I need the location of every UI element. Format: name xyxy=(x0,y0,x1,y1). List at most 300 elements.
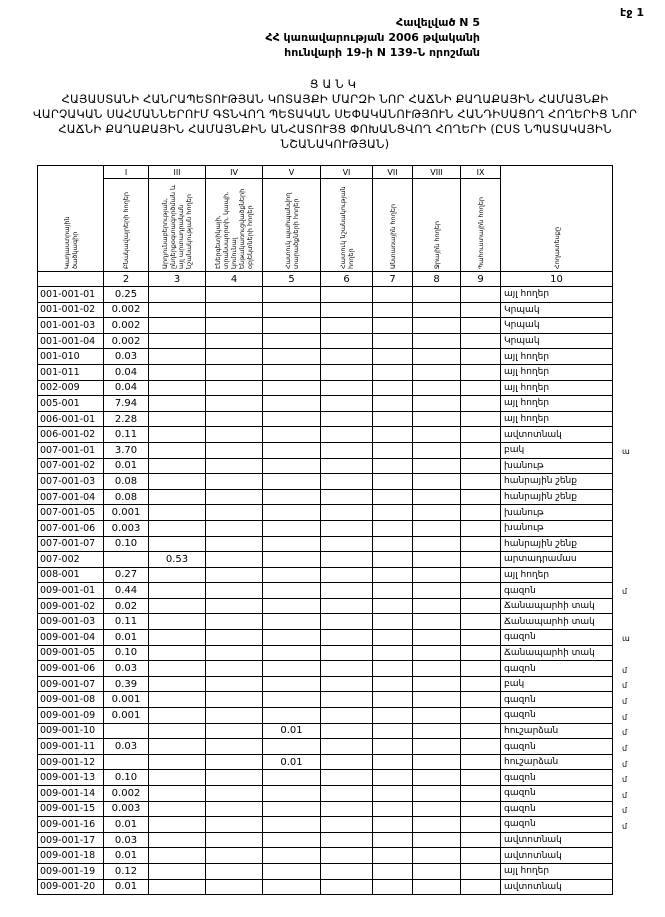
header-land-type-text: Հողատեսքը xyxy=(552,226,561,269)
table-row xyxy=(38,863,613,879)
area-cell xyxy=(461,536,501,552)
area-cell: 0.03 xyxy=(104,739,149,755)
area-cell xyxy=(321,676,373,692)
area-cell xyxy=(461,427,501,443)
table-row xyxy=(38,364,613,380)
area-cell xyxy=(461,318,501,334)
table-row xyxy=(38,692,613,708)
roman-header-row xyxy=(38,166,613,179)
area-cell xyxy=(321,630,373,646)
area-cell xyxy=(461,739,501,755)
margin-note: ա xyxy=(622,446,630,456)
cadastral-code-cell: 002-009 xyxy=(38,380,104,396)
annex-line-1: Հավելված N 5 xyxy=(396,16,480,29)
area-cell xyxy=(263,817,321,833)
cadastral-code-cell: 007-001-04 xyxy=(38,489,104,505)
margin-note: ա xyxy=(622,634,630,644)
area-cell xyxy=(321,364,373,380)
cadastral-code-cell: 001-001-04 xyxy=(38,333,104,349)
area-cell xyxy=(321,318,373,334)
area-cell xyxy=(149,302,206,318)
table-row xyxy=(38,708,613,724)
land-type-cell: հանրային շենք xyxy=(501,489,613,505)
land-type-cell: այլ հողեր xyxy=(501,364,613,380)
cadastral-code-cell: 007-002 xyxy=(38,552,104,568)
area-cell xyxy=(149,739,206,755)
cadastral-code-cell: 001-011 xyxy=(38,364,104,380)
area-cell xyxy=(413,411,461,427)
area-cell: 0.03 xyxy=(104,661,149,677)
table-row xyxy=(38,583,613,599)
area-cell xyxy=(149,349,206,365)
area-cell xyxy=(461,567,501,583)
land-type-cell: այլ հողեր xyxy=(501,396,613,412)
table-row xyxy=(38,505,613,521)
area-cell xyxy=(461,396,501,412)
area-cell xyxy=(461,302,501,318)
area-cell: 0.08 xyxy=(104,489,149,505)
column-number: 2 xyxy=(104,272,149,287)
area-cell xyxy=(321,583,373,599)
table-row xyxy=(38,567,613,583)
area-cell xyxy=(461,349,501,365)
column-number: 3 xyxy=(149,272,206,287)
land-type-cell: ավտոտնակ xyxy=(501,848,613,864)
land-type-cell: Կրպակ xyxy=(501,318,613,334)
area-cell xyxy=(206,817,263,833)
cadastral-code-cell: 001-010 xyxy=(38,349,104,365)
roman-label: VII xyxy=(373,166,413,179)
area-cell xyxy=(413,489,461,505)
area-cell xyxy=(461,598,501,614)
area-cell: 0.25 xyxy=(104,287,149,303)
table-row xyxy=(38,848,613,864)
area-cell xyxy=(413,879,461,895)
area-cell xyxy=(206,536,263,552)
area-cell xyxy=(461,630,501,646)
area-cell xyxy=(104,723,149,739)
area-cell xyxy=(413,505,461,521)
area-cell xyxy=(206,848,263,864)
header-text: Բնակավայրերի հողեր xyxy=(122,191,130,269)
area-cell xyxy=(413,474,461,490)
area-cell xyxy=(149,754,206,770)
area-cell xyxy=(263,583,321,599)
area-cell xyxy=(206,442,263,458)
area-cell xyxy=(263,411,321,427)
area-cell xyxy=(321,770,373,786)
header-land-type xyxy=(501,166,613,272)
land-type-cell: գազոն xyxy=(501,786,613,802)
table-row xyxy=(38,801,613,817)
area-cell xyxy=(104,754,149,770)
area-cell xyxy=(149,848,206,864)
annex-line-3: հունվարի 19-ի N 139-Ն որոշման xyxy=(284,46,480,59)
area-cell xyxy=(413,863,461,879)
area-cell xyxy=(373,801,413,817)
cadastral-code-cell: 009-001-19 xyxy=(38,863,104,879)
area-cell xyxy=(263,676,321,692)
cadastral-code-cell: 009-001-11 xyxy=(38,739,104,755)
area-cell xyxy=(206,879,263,895)
area-cell xyxy=(263,520,321,536)
area-cell xyxy=(413,567,461,583)
area-cell: 0.01 xyxy=(104,879,149,895)
land-type-cell: գազոն xyxy=(501,739,613,755)
area-cell xyxy=(373,318,413,334)
land-type-cell: գազոն xyxy=(501,661,613,677)
area-cell xyxy=(321,708,373,724)
area-cell: 0.27 xyxy=(104,567,149,583)
area-cell: 0.04 xyxy=(104,364,149,380)
area-cell xyxy=(206,333,263,349)
table-row xyxy=(38,817,613,833)
area-cell xyxy=(263,364,321,380)
area-cell xyxy=(461,801,501,817)
area-cell: 2.28 xyxy=(104,411,149,427)
header-text: Հատուկ պահպանվող տարածքների հողեր xyxy=(283,192,300,269)
area-cell xyxy=(149,708,206,724)
area-cell xyxy=(321,723,373,739)
area-cell xyxy=(373,287,413,303)
area-cell xyxy=(206,614,263,630)
cadastral-code-cell: 009-001-05 xyxy=(38,645,104,661)
area-cell xyxy=(263,708,321,724)
area-cell: 0.02 xyxy=(104,598,149,614)
cadastral-code-cell: 007-001-06 xyxy=(38,520,104,536)
column-number-row xyxy=(38,272,613,287)
area-cell xyxy=(461,614,501,630)
area-cell xyxy=(263,302,321,318)
area-cell xyxy=(149,817,206,833)
column-number: 7 xyxy=(373,272,413,287)
area-cell xyxy=(461,879,501,895)
header-col xyxy=(263,179,321,272)
area-cell xyxy=(149,427,206,443)
area-cell xyxy=(413,536,461,552)
area-cell xyxy=(321,848,373,864)
area-cell: 0.03 xyxy=(104,832,149,848)
area-cell xyxy=(263,489,321,505)
area-cell xyxy=(149,630,206,646)
area-cell xyxy=(321,287,373,303)
area-cell: 0.01 xyxy=(263,754,321,770)
header-col xyxy=(206,179,263,272)
area-cell xyxy=(413,770,461,786)
table-row xyxy=(38,520,613,536)
header-text: Հատուկ նշանակության հողեր xyxy=(338,186,355,269)
cadastral-code-cell: 008-001 xyxy=(38,567,104,583)
area-cell xyxy=(263,567,321,583)
table-row xyxy=(38,754,613,770)
area-cell xyxy=(373,676,413,692)
area-cell xyxy=(149,645,206,661)
land-type-cell: ավտոտնակ xyxy=(501,832,613,848)
table-row xyxy=(38,349,613,365)
land-type-cell: գազոն xyxy=(501,630,613,646)
area-cell: 0.10 xyxy=(104,645,149,661)
area-cell xyxy=(321,333,373,349)
cadastral-code-cell: 009-001-01 xyxy=(38,583,104,599)
area-cell: 0.01 xyxy=(104,817,149,833)
area-cell xyxy=(321,442,373,458)
area-cell xyxy=(263,879,321,895)
table-row xyxy=(38,333,613,349)
margin-note: մ xyxy=(622,806,628,816)
margin-note: մ xyxy=(622,712,628,722)
area-cell xyxy=(206,723,263,739)
column-number: 5 xyxy=(263,272,321,287)
cadastral-code-cell: 009-001-06 xyxy=(38,661,104,677)
table-row xyxy=(38,661,613,677)
area-cell xyxy=(461,692,501,708)
cadastral-code-cell: 009-001-04 xyxy=(38,630,104,646)
area-cell xyxy=(321,536,373,552)
area-cell xyxy=(373,411,413,427)
column-number: 9 xyxy=(461,272,501,287)
area-cell xyxy=(373,598,413,614)
area-cell xyxy=(149,380,206,396)
area-cell xyxy=(373,474,413,490)
roman-label: V xyxy=(263,166,321,179)
area-cell xyxy=(461,723,501,739)
area-cell xyxy=(373,396,413,412)
area-cell xyxy=(321,552,373,568)
area-cell xyxy=(149,505,206,521)
margin-note: մ xyxy=(622,587,628,597)
area-cell: 7.94 xyxy=(104,396,149,412)
area-cell xyxy=(373,630,413,646)
area-cell: 0.003 xyxy=(104,520,149,536)
margin-note: մ xyxy=(622,665,628,675)
area-cell xyxy=(321,754,373,770)
cadastral-code-cell: 007-001-03 xyxy=(38,474,104,490)
area-cell xyxy=(149,474,206,490)
area-cell xyxy=(413,442,461,458)
land-type-cell: խանութ xyxy=(501,458,613,474)
land-type-cell: Ճանապարհի տակ xyxy=(501,614,613,630)
table-row xyxy=(38,287,613,303)
column-number: 8 xyxy=(413,272,461,287)
area-cell xyxy=(321,349,373,365)
header-col xyxy=(149,179,206,272)
area-cell: 0.04 xyxy=(104,380,149,396)
area-cell xyxy=(149,567,206,583)
cadastral-code-cell: 009-001-17 xyxy=(38,832,104,848)
margin-note: մ xyxy=(622,790,628,800)
land-type-cell: հանրային շենք xyxy=(501,536,613,552)
roman-label: IV xyxy=(206,166,263,179)
area-cell xyxy=(263,349,321,365)
area-cell xyxy=(321,489,373,505)
area-cell xyxy=(461,848,501,864)
land-type-cell: այլ հողեր xyxy=(501,567,613,583)
area-cell xyxy=(413,302,461,318)
table-row xyxy=(38,380,613,396)
header-col xyxy=(321,179,373,272)
area-cell xyxy=(206,489,263,505)
table-row xyxy=(38,474,613,490)
area-cell xyxy=(413,364,461,380)
area-cell xyxy=(413,458,461,474)
cadastral-code-cell: 001-001-03 xyxy=(38,318,104,334)
area-cell xyxy=(413,287,461,303)
area-cell xyxy=(206,754,263,770)
land-type-cell: Ճանապարհի տակ xyxy=(501,598,613,614)
area-cell xyxy=(206,411,263,427)
area-cell xyxy=(263,427,321,443)
area-cell: 0.003 xyxy=(104,801,149,817)
area-cell xyxy=(321,458,373,474)
area-cell: 0.12 xyxy=(104,863,149,879)
area-cell xyxy=(373,552,413,568)
area-cell xyxy=(321,520,373,536)
area-cell xyxy=(373,832,413,848)
land-type-cell: Կրպակ xyxy=(501,302,613,318)
area-cell xyxy=(206,318,263,334)
area-cell xyxy=(373,817,413,833)
area-cell xyxy=(321,661,373,677)
area-cell xyxy=(321,801,373,817)
cadastral-code-cell: 009-001-18 xyxy=(38,848,104,864)
area-cell xyxy=(373,645,413,661)
area-cell xyxy=(373,349,413,365)
table-row xyxy=(38,770,613,786)
page-number: էջ 1 xyxy=(620,6,644,19)
area-cell xyxy=(373,333,413,349)
roman-label: I xyxy=(104,166,149,179)
area-cell xyxy=(206,598,263,614)
header-col xyxy=(373,179,413,272)
area-cell xyxy=(373,692,413,708)
area-cell xyxy=(263,770,321,786)
area-cell xyxy=(413,645,461,661)
area-cell xyxy=(321,427,373,443)
area-cell: 0.01 xyxy=(263,723,321,739)
area-cell xyxy=(149,364,206,380)
area-cell xyxy=(413,723,461,739)
cadastral-code-cell: 009-001-02 xyxy=(38,598,104,614)
area-cell xyxy=(206,474,263,490)
area-cell xyxy=(206,505,263,521)
area-cell xyxy=(263,598,321,614)
table-row xyxy=(38,552,613,568)
area-cell xyxy=(461,520,501,536)
area-cell xyxy=(206,661,263,677)
area-cell xyxy=(206,583,263,599)
table-row xyxy=(38,630,613,646)
title-word: ՑԱՆԿ xyxy=(309,77,361,91)
area-cell xyxy=(413,333,461,349)
area-cell: 0.01 xyxy=(104,848,149,864)
area-cell xyxy=(149,661,206,677)
land-type-cell: Կրպակ xyxy=(501,333,613,349)
area-cell xyxy=(373,723,413,739)
area-cell: 0.002 xyxy=(104,302,149,318)
area-cell xyxy=(461,583,501,599)
area-cell xyxy=(321,692,373,708)
land-type-cell: այլ հողեր xyxy=(501,863,613,879)
area-cell xyxy=(206,692,263,708)
area-cell xyxy=(149,396,206,412)
area-cell xyxy=(149,692,206,708)
area-cell xyxy=(263,505,321,521)
area-cell: 0.001 xyxy=(104,505,149,521)
table-row xyxy=(38,832,613,848)
area-cell xyxy=(413,817,461,833)
area-cell xyxy=(263,863,321,879)
area-cell xyxy=(373,614,413,630)
cadastral-code-cell: 009-001-20 xyxy=(38,879,104,895)
area-cell: 0.01 xyxy=(104,458,149,474)
table-row xyxy=(38,536,613,552)
area-cell xyxy=(149,863,206,879)
area-cell: 0.002 xyxy=(104,333,149,349)
area-cell: 0.002 xyxy=(104,318,149,334)
area-cell xyxy=(321,614,373,630)
cadastral-code-cell: 007-001-01 xyxy=(38,442,104,458)
area-cell xyxy=(461,863,501,879)
area-cell xyxy=(321,505,373,521)
area-cell xyxy=(373,380,413,396)
roman-label: VIII xyxy=(413,166,461,179)
area-cell xyxy=(206,287,263,303)
area-cell xyxy=(413,692,461,708)
area-cell xyxy=(149,801,206,817)
area-cell xyxy=(149,832,206,848)
cadastral-code-cell: 007-001-02 xyxy=(38,458,104,474)
area-cell: 0.10 xyxy=(104,536,149,552)
area-cell xyxy=(263,552,321,568)
area-cell xyxy=(206,801,263,817)
area-cell xyxy=(149,287,206,303)
area-cell xyxy=(461,380,501,396)
area-cell xyxy=(263,801,321,817)
area-cell xyxy=(461,786,501,802)
land-type-cell: գազոն xyxy=(501,708,613,724)
area-cell: 0.001 xyxy=(104,708,149,724)
margin-note: մ xyxy=(622,743,628,753)
area-cell xyxy=(461,474,501,490)
area-cell xyxy=(149,458,206,474)
land-type-cell: բակ xyxy=(501,442,613,458)
area-cell xyxy=(263,661,321,677)
area-cell xyxy=(373,863,413,879)
area-cell xyxy=(321,832,373,848)
area-cell xyxy=(413,318,461,334)
land-type-cell: գազոն xyxy=(501,817,613,833)
area-cell xyxy=(206,567,263,583)
cadastral-code-cell: 007-001-07 xyxy=(38,536,104,552)
land-type-cell: արտադրամաս xyxy=(501,552,613,568)
area-cell xyxy=(149,536,206,552)
area-cell xyxy=(461,708,501,724)
header-col xyxy=(461,179,501,272)
area-cell xyxy=(149,879,206,895)
table-row xyxy=(38,598,613,614)
land-type-cell: բակ xyxy=(501,676,613,692)
area-cell: 0.002 xyxy=(104,786,149,802)
table-row xyxy=(38,442,613,458)
area-cell xyxy=(373,879,413,895)
area-cell xyxy=(461,676,501,692)
area-cell xyxy=(263,692,321,708)
area-cell xyxy=(461,442,501,458)
area-cell xyxy=(373,536,413,552)
land-type-cell: ավտոտնակ xyxy=(501,879,613,895)
area-cell: 3.70 xyxy=(104,442,149,458)
area-cell xyxy=(461,458,501,474)
